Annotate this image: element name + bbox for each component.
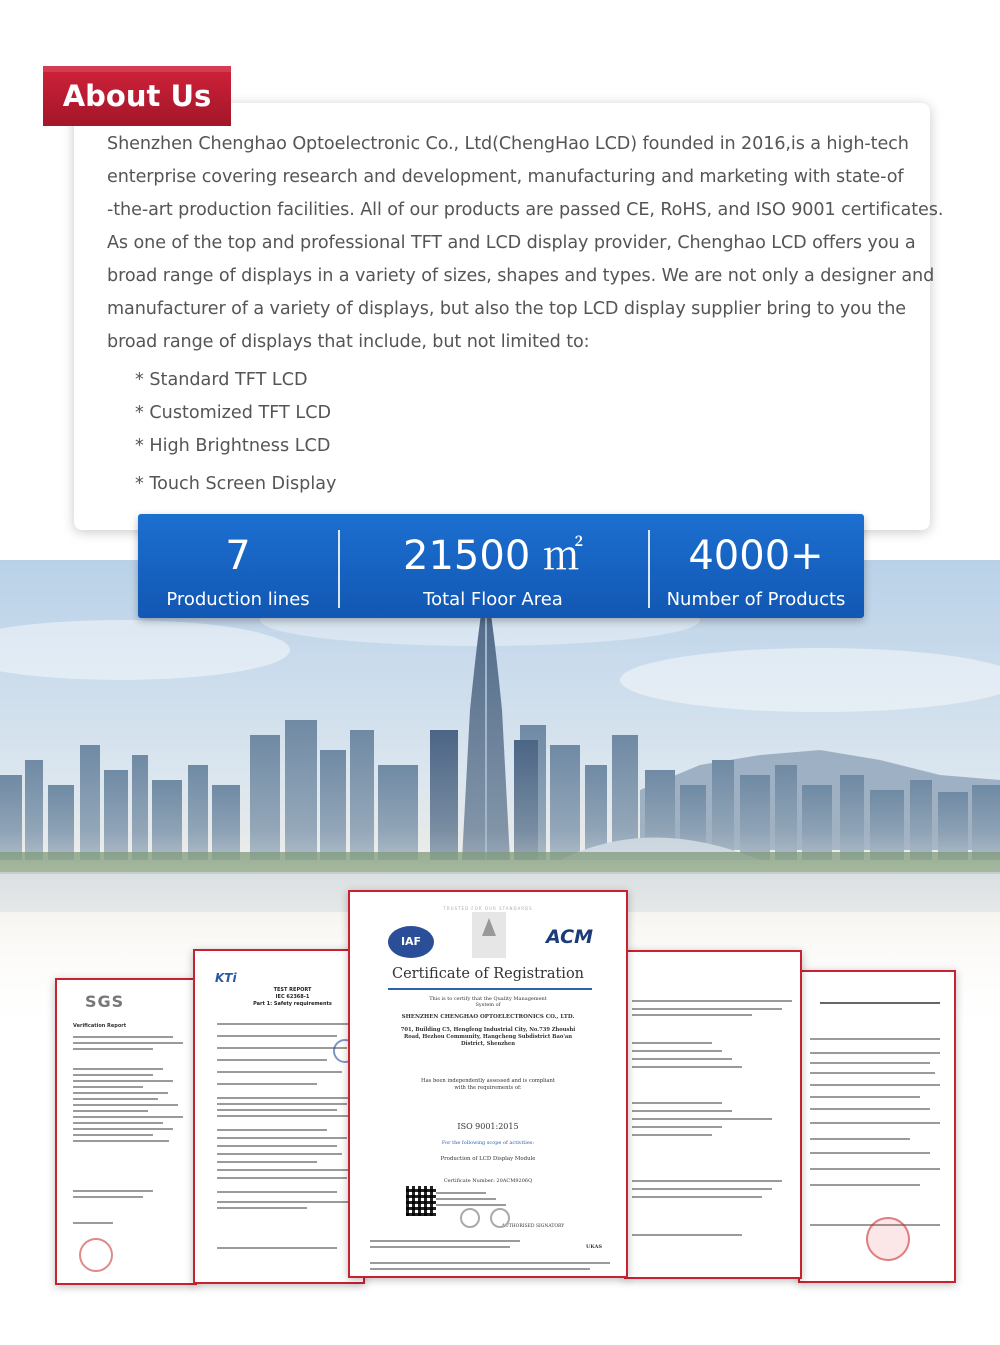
stats-bar — [138, 514, 864, 618]
scope-heading: For the following scope of activities: — [441, 1140, 535, 1146]
acm-tagline: TRUSTED FOR OUR STANDARDS — [443, 906, 533, 911]
kti-title: TEST REPORT — [273, 987, 312, 993]
about-line: enterprise covering research and development, manufacturing and marketing with state-of — [107, 167, 904, 187]
about-line: broad range of displays that include, but not limited to: — [107, 332, 590, 352]
title-rule — [388, 988, 592, 990]
certificate-title: Certificate of Registration — [391, 966, 585, 982]
stat-products — [648, 514, 864, 618]
certify-text: This is to certify that the Quality Management System of — [429, 996, 547, 1008]
about-line: broad range of displays in a variety of sizes, shapes and types. We are not only a designer and — [107, 266, 935, 286]
compliance-text: Has been independently assessed and is compliant with the requirements of: — [421, 1078, 555, 1091]
seal-stamp-icon — [490, 1208, 510, 1228]
qr-code-icon — [406, 1186, 436, 1216]
stat-floor-area — [338, 514, 648, 618]
about-paragraph — [107, 128, 944, 359]
seal-stamp-icon — [460, 1208, 480, 1228]
iso-standard: ISO 9001:2015 — [457, 1122, 519, 1131]
product-item: * Touch Screen Display — [135, 474, 337, 494]
sgs-report-title: Verification Report — [73, 1023, 127, 1029]
authorised-signatory: AUTHORISED SIGNATORY — [501, 1224, 565, 1229]
stat-production-lines — [138, 514, 338, 618]
stat-value: 7 — [225, 533, 251, 579]
company-name: SHENZHEN CHENGHAO OPTOELECTRONICS CO., LTD. — [401, 1014, 575, 1020]
iso-9001-certificate — [348, 890, 628, 1278]
seal-stamp-icon — [866, 1217, 910, 1261]
kti-logo-icon: KTi — [215, 971, 237, 985]
about-line: manufacturer of a variety of displays, but also the top LCD display supplier bring to you the — [107, 299, 906, 319]
stat-divider — [338, 530, 340, 608]
trade-registration-certificate — [798, 970, 956, 1283]
stat-label: Total Floor Area — [423, 589, 563, 610]
sgs-certificate — [55, 978, 197, 1285]
seal-stamp-icon — [79, 1238, 113, 1272]
about-line: As one of the top and professional TFT and LCD display provider, Chenghao LCD offers you a — [107, 233, 916, 253]
acm-accreditation-icon — [472, 912, 506, 958]
company-address: 701, Building C5, Hengfeng Industrial City, No.739 Zhoushi Road, Hezhou Community, Hangcheng Subdistrict Bao'an District, Shenzhen — [400, 1027, 576, 1047]
about-us-heading: About Us — [43, 66, 231, 126]
certificate-number: Certificate Number: 20ACM9206Q — [443, 1178, 533, 1184]
sgs-logo-icon: SGS — [85, 992, 125, 1011]
stat-value: 4000+ — [688, 533, 824, 579]
kti-report-header — [225, 987, 360, 1008]
stat-label: Production lines — [166, 589, 310, 610]
iaf-logo-icon: IAF — [388, 926, 434, 958]
product-item: * Customized TFT LCD — [135, 403, 332, 423]
kti-part: Part 1: Safety requirements — [253, 1001, 332, 1007]
kti-certificate — [193, 949, 365, 1284]
product-item: * High Brightness LCD — [135, 436, 331, 456]
kti-standard: IEC 62368-1 — [275, 994, 310, 1000]
about-line: -the-art production facilities. All of our products are passed CE, RoHS, and ISO 9001 certificates. — [107, 200, 944, 220]
stat-divider — [648, 530, 650, 608]
ukas-logo-icon: UKAS — [586, 1244, 602, 1250]
about-line: Shenzhen Chenghao Optoelectronic Co., Ltd(ChengHao LCD) founded in 2016,is a high-tech — [107, 134, 909, 154]
product-item: * Standard TFT LCD — [135, 370, 308, 390]
stat-label: Number of Products — [666, 589, 846, 610]
stat-value: 21500 ㎡ — [403, 533, 583, 579]
acm-logo-icon: ACM — [546, 926, 593, 948]
rohs-certificate — [624, 950, 802, 1279]
scope-text: Production of LCD Display Module — [440, 1156, 536, 1162]
